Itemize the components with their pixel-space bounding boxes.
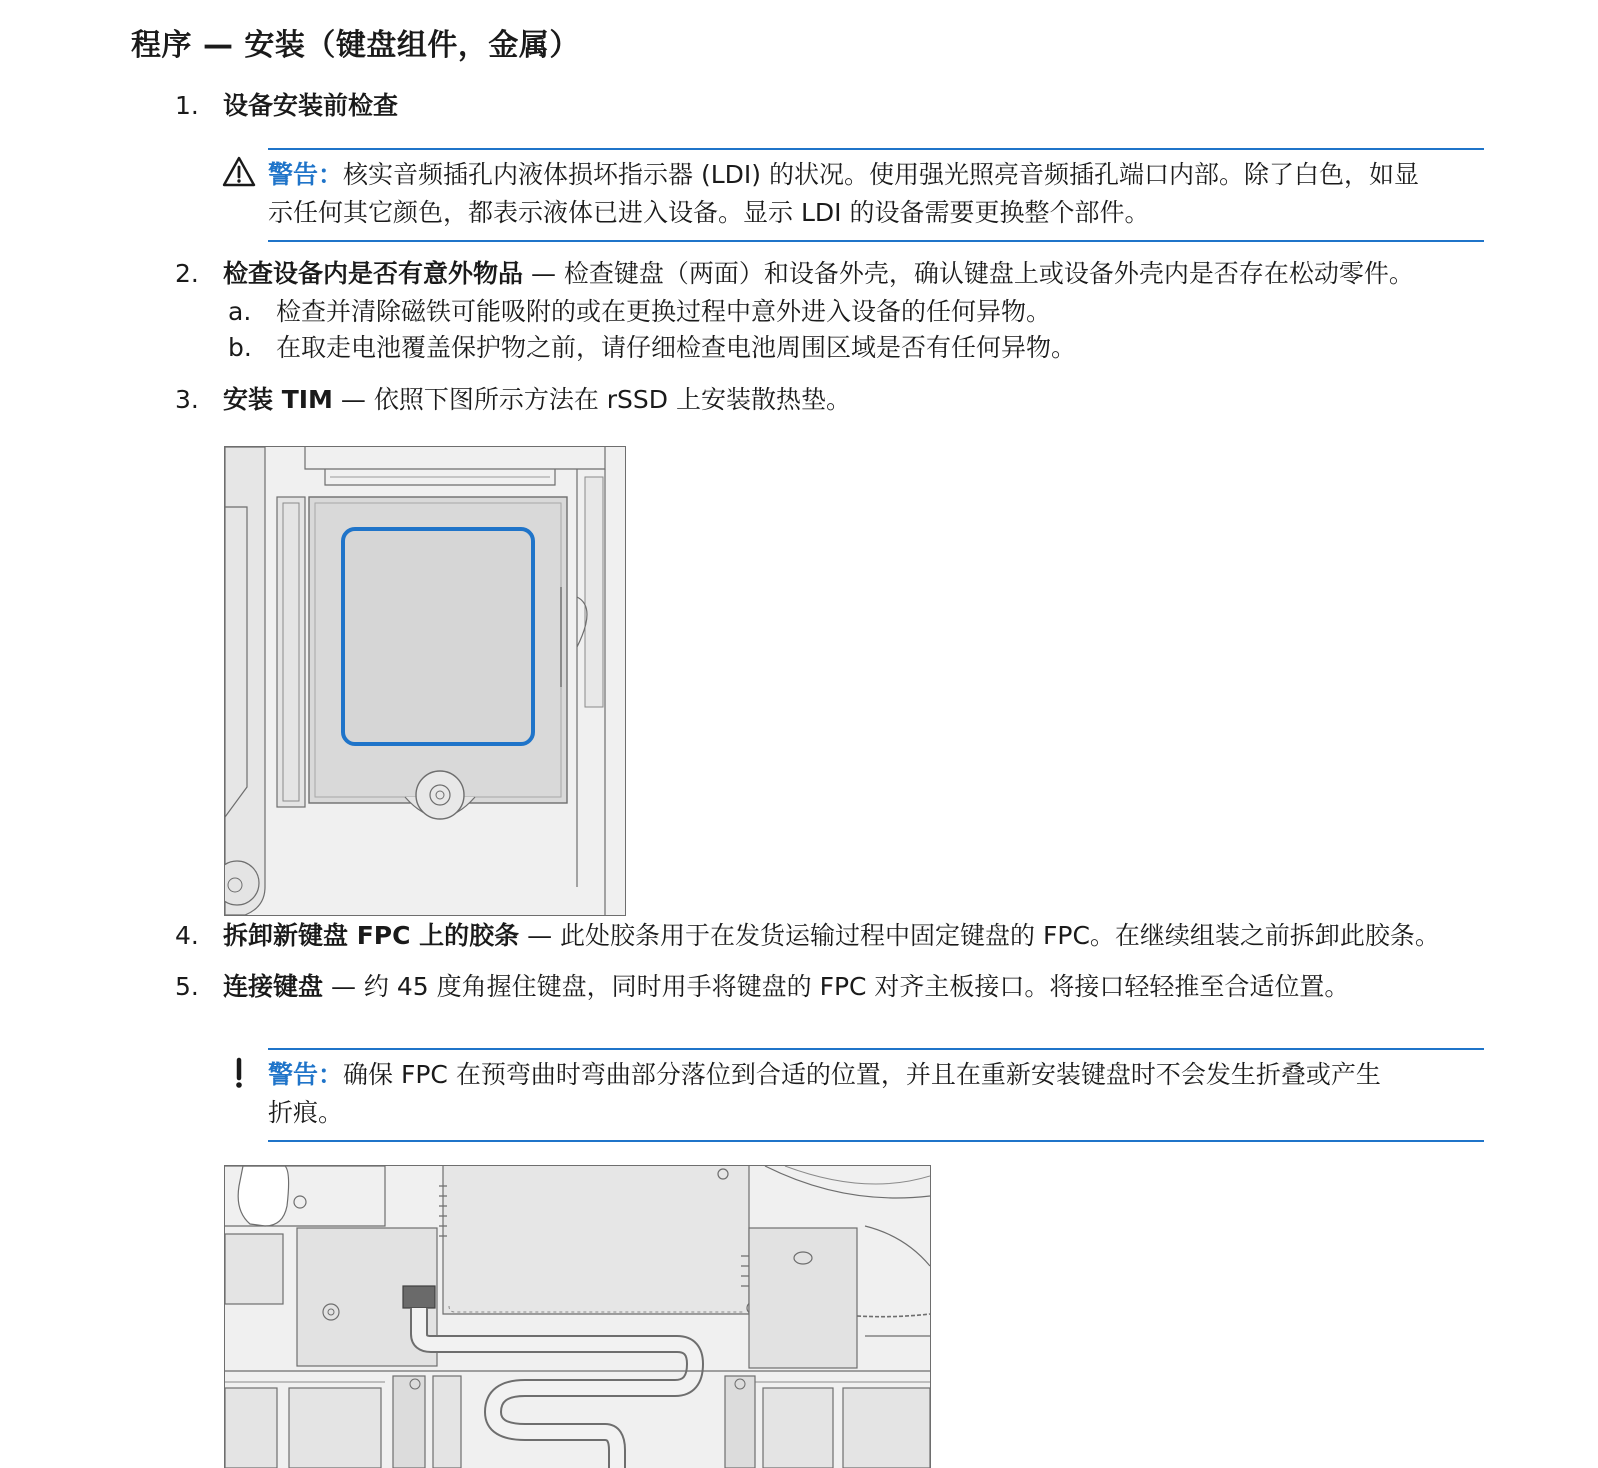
warning-line-1 xyxy=(268,1056,1484,1094)
step-heading: 检查设备内是否有意外物品 xyxy=(223,259,524,288)
step-text: — 检查键盘（两面）和设备外壳，确认键盘上或设备外壳内是否存在松动零件。 xyxy=(523,259,1414,288)
warning-label: 警告： xyxy=(268,1060,344,1089)
substep-letter: b. xyxy=(228,333,252,362)
step-text: — 约 45 度角握住键盘，同时用手将键盘的 FPC 对齐主板接口。将接口轻轻推至合适位置。 xyxy=(323,972,1350,1001)
step-number: 5. xyxy=(175,972,199,1001)
warning-line-2: 折痕。 xyxy=(268,1098,344,1127)
step-5 xyxy=(175,969,1349,1005)
substep-letter: a. xyxy=(228,297,252,326)
substep-b xyxy=(228,330,1076,366)
warning-box-fpc xyxy=(268,1048,1484,1142)
rssd-tim-figure xyxy=(224,446,626,916)
step-number: 4. xyxy=(175,921,199,950)
exclamation-icon xyxy=(222,1056,256,1090)
substep-text: 在取走电池覆盖保护物之前，请仔细检查电池周围区域是否有任何异物。 xyxy=(276,333,1077,362)
step-text: — 依照下图所示方法在 rSSD 上安装散热垫。 xyxy=(332,385,851,414)
step-heading: 连接键盘 xyxy=(223,972,324,1001)
warning-line-2: 示任何其它颜色，都表示液体已进入设备。显示 LDI 的设备需要更换整个部件。 xyxy=(268,198,1150,227)
step-number: 2. xyxy=(175,259,199,288)
warning-label: 警告： xyxy=(268,160,344,189)
step-2 xyxy=(175,256,1414,292)
step-number: 1. xyxy=(175,91,199,120)
step-number: 3. xyxy=(175,385,199,414)
step-3 xyxy=(175,382,851,418)
warning-text: 核实音频插孔内液体损坏指示器 (LDI) 的状况。使用强光照亮音频插孔端口内部。除了白色，如显 xyxy=(343,160,1419,189)
substep-a xyxy=(228,294,1051,330)
keyboard-fpc-figure xyxy=(224,1165,931,1468)
warning-text: 确保 FPC 在预弯曲时弯曲部分落位到合适的位置，并且在重新安装键盘时不会发生折叠或产生 xyxy=(343,1060,1381,1089)
step-4 xyxy=(175,918,1440,954)
warning-line-1 xyxy=(268,156,1484,194)
step-heading: 安装 TIM xyxy=(223,385,333,414)
page-title: 程序 — 安装（键盘组件，金属） xyxy=(131,28,580,63)
step-heading: 设备安装前检查 xyxy=(223,91,399,120)
warning-box-ldi xyxy=(268,148,1484,242)
step-heading: 拆卸新键盘 FPC 上的胶条 xyxy=(223,921,520,950)
step-1 xyxy=(175,88,398,124)
warning-triangle-icon xyxy=(222,155,256,189)
step-text: — 此处胶条用于在发货运输过程中固定键盘的 FPC。在继续组装之前拆卸此胶条。 xyxy=(519,921,1440,950)
substep-text: 检查并清除磁铁可能吸附的或在更换过程中意外进入设备的任何异物。 xyxy=(276,297,1052,326)
